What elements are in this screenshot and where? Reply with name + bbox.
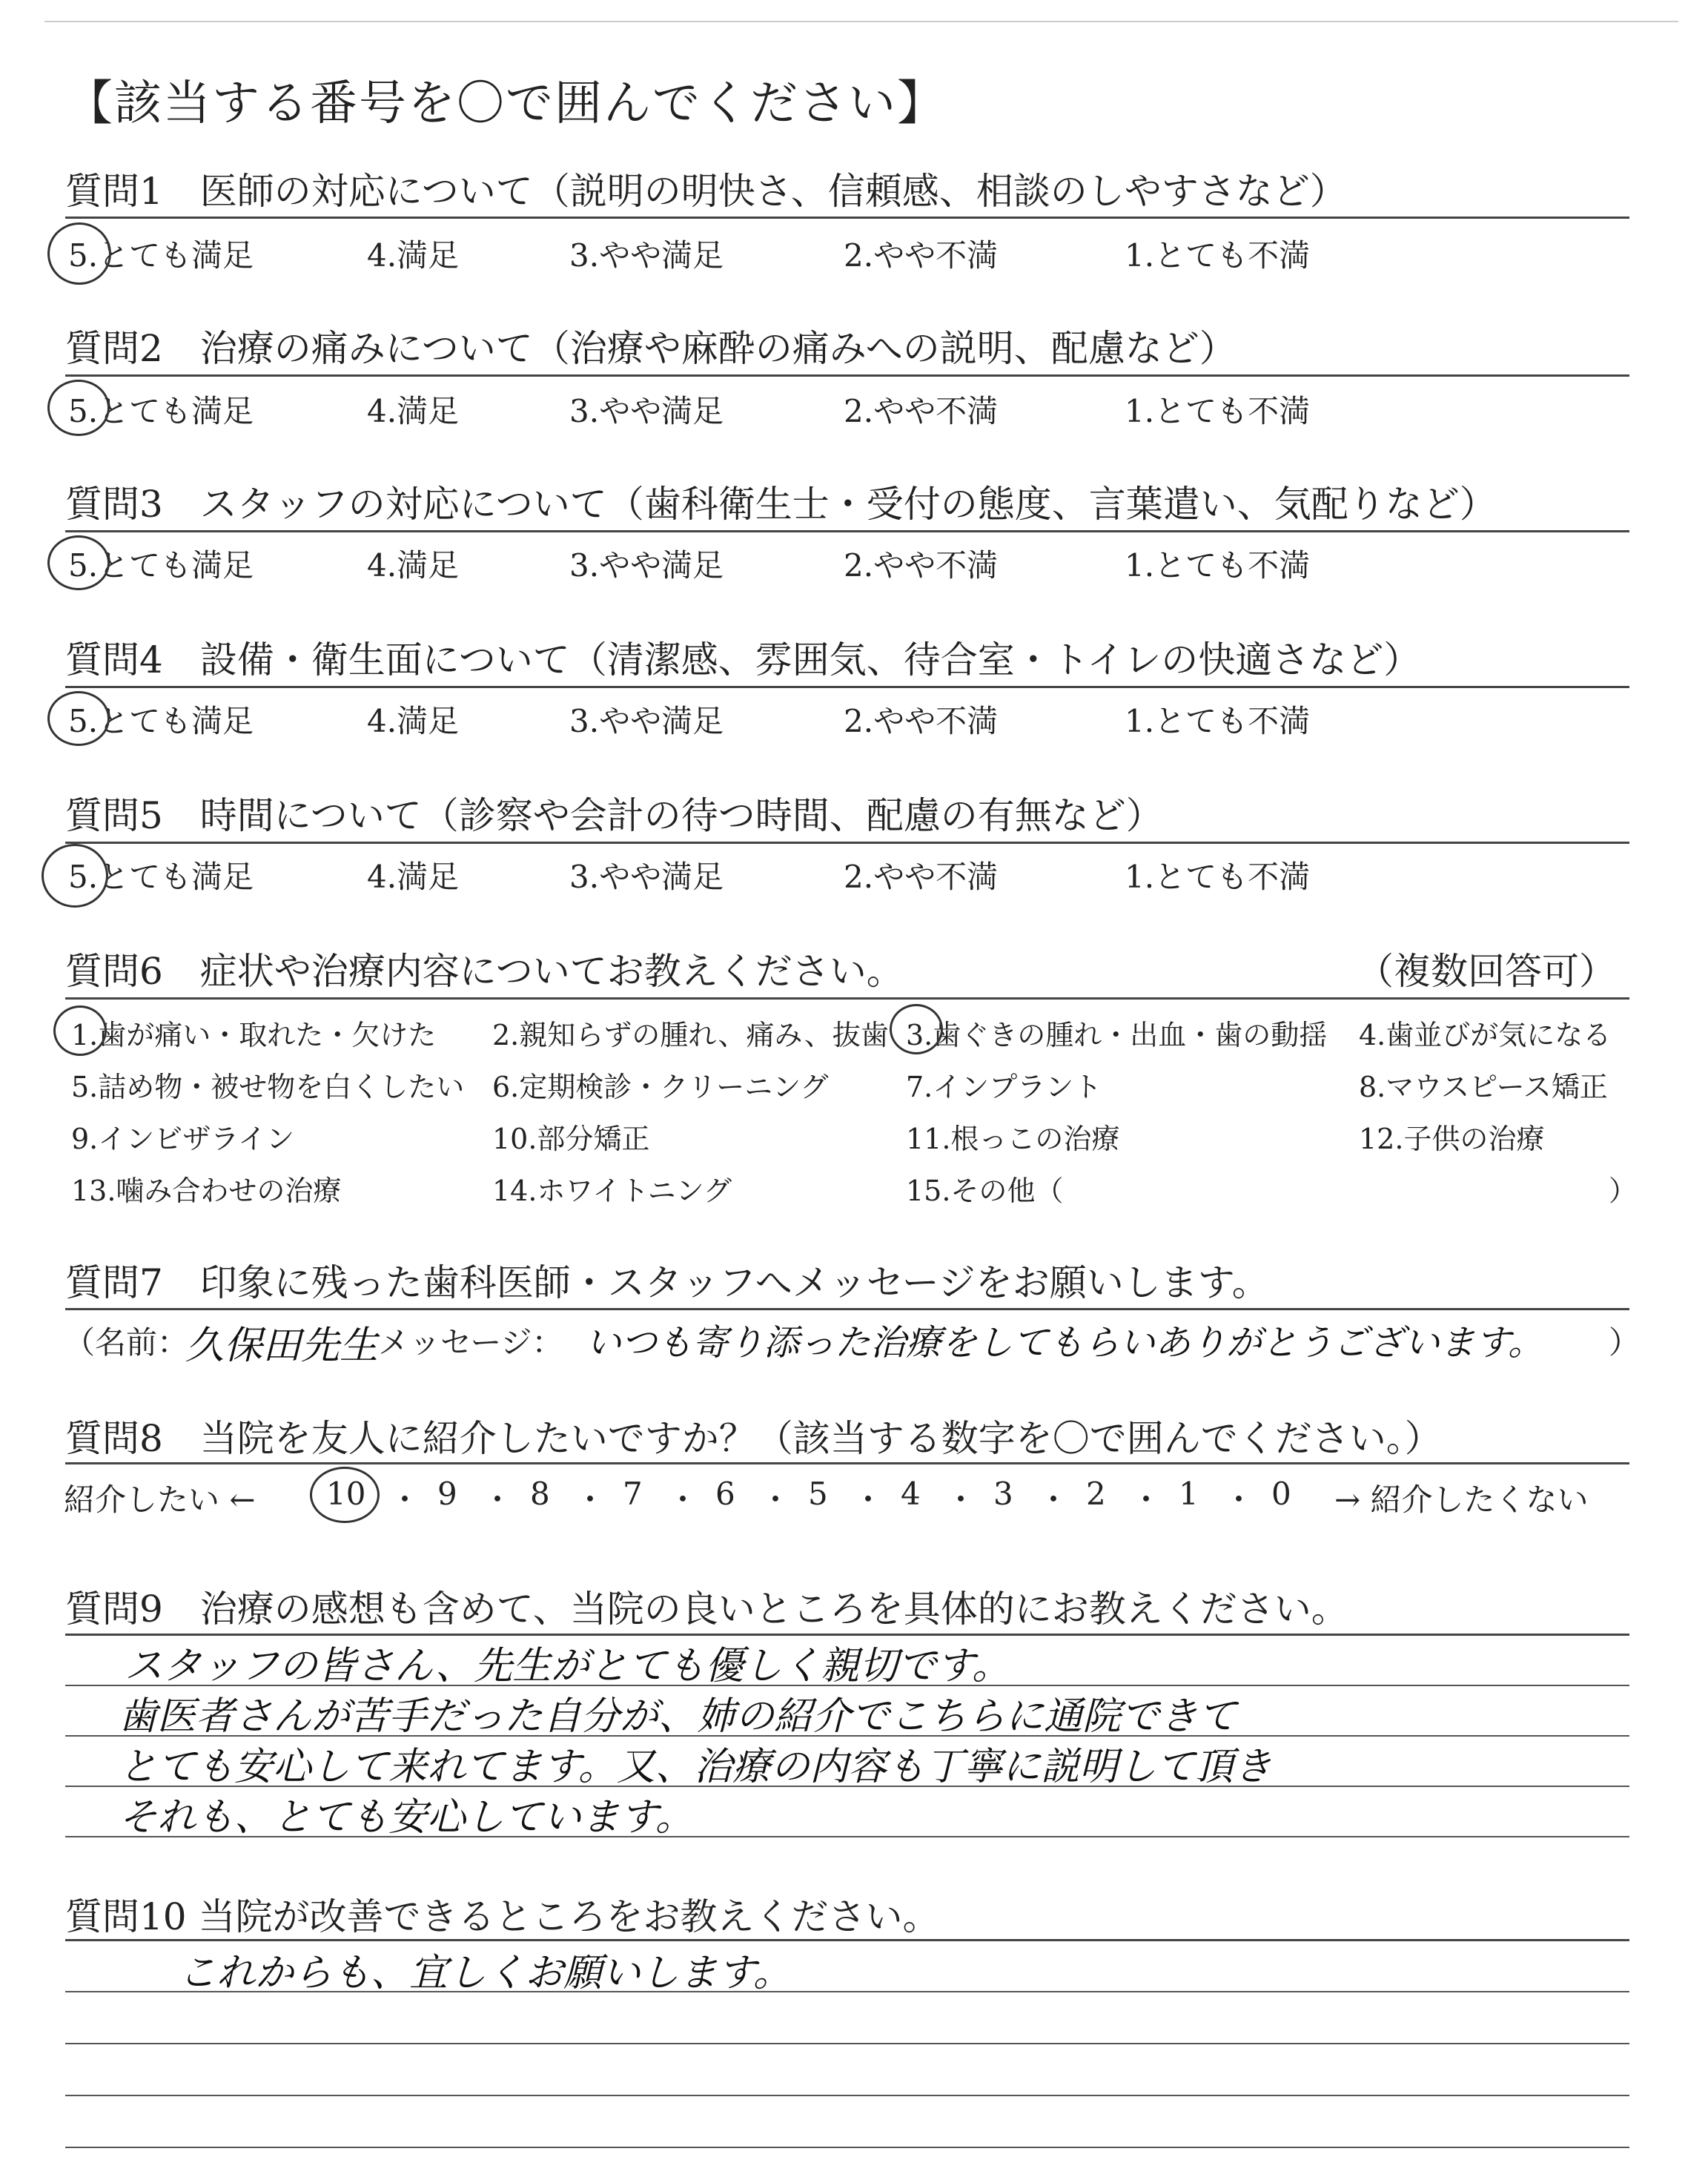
q6-option-6[interactable]: 6.定期検診・クリーニング bbox=[492, 1071, 829, 1103]
q6-option-4[interactable]: 4.歯並びが気になる bbox=[1359, 1019, 1612, 1051]
q8-score-5[interactable]: 5 bbox=[808, 1476, 828, 1512]
q8-score-3[interactable]: 3 bbox=[993, 1476, 1013, 1512]
question-2-rule bbox=[65, 374, 1629, 377]
q5-option-2[interactable]: 2.やや不満 bbox=[844, 859, 999, 895]
question-4-rule bbox=[65, 686, 1629, 688]
q8-score-6[interactable]: 6 bbox=[715, 1476, 735, 1512]
q8-right-label: → 紹介したくない bbox=[1334, 1482, 1589, 1518]
q5-option-4[interactable]: 4.満足 bbox=[367, 859, 460, 895]
q10-line-3 bbox=[65, 2095, 1629, 2096]
question-6-rule bbox=[65, 997, 1629, 1000]
q5-option-5[interactable]: 5.とても満足 bbox=[68, 859, 254, 895]
q9-answer-line-2[interactable]: 歯医者さんが苦手だった自分が、姉の紹介でこちらに通院できて bbox=[119, 1694, 1237, 1739]
q6-option-1-circle bbox=[53, 1005, 107, 1056]
q2-option-4[interactable]: 4.満足 bbox=[367, 393, 460, 429]
q2-option-2[interactable]: 2.やや不満 bbox=[844, 393, 999, 429]
q4-option-4[interactable]: 4.満足 bbox=[367, 703, 460, 739]
q1-selected-circle bbox=[47, 222, 111, 285]
q8-score-4[interactable]: 4 bbox=[901, 1476, 921, 1512]
q7-name-label: （名前： bbox=[64, 1324, 189, 1361]
q6-option-5[interactable]: 5.詰め物・被せ物を白くしたい bbox=[71, 1071, 465, 1103]
question-1-rule bbox=[65, 217, 1629, 219]
q6-option-3-circle bbox=[890, 1004, 943, 1054]
q8-score-2[interactable]: 2 bbox=[1086, 1476, 1106, 1512]
q4-selected-circle bbox=[47, 691, 110, 746]
question-6-heading: 質問6 症状や治療内容についてお教えください。 bbox=[65, 950, 904, 993]
q8-sep: ・ bbox=[1131, 1482, 1162, 1518]
q7-message-label: メッセージ： bbox=[378, 1324, 563, 1361]
q6-option-9[interactable]: 9.インビザライン bbox=[71, 1123, 295, 1155]
q1-option-1[interactable]: 1.とても不満 bbox=[1125, 237, 1311, 274]
q4-option-2[interactable]: 2.やや不満 bbox=[844, 703, 999, 739]
q1-option-2[interactable]: 2.やや不満 bbox=[844, 237, 999, 274]
q6-option-13[interactable]: 13.噛み合わせの治療 bbox=[71, 1175, 342, 1207]
q9-answer-line-1[interactable]: スタッフの皆さん、先生がとても優しく親切です。 bbox=[125, 1644, 1010, 1688]
q4-option-3[interactable]: 3.やや満足 bbox=[569, 703, 724, 739]
q2-option-1[interactable]: 1.とても不満 bbox=[1125, 393, 1311, 429]
q2-selected-circle bbox=[47, 380, 110, 436]
q8-sep: ・ bbox=[389, 1482, 421, 1518]
q8-sep: ・ bbox=[853, 1482, 884, 1518]
q6-option-8[interactable]: 8.マウスピース矯正 bbox=[1359, 1071, 1608, 1103]
question-2-heading: 質問2 治療の痛みについて（治療や麻酔の痛みへの説明、配慮など） bbox=[65, 327, 1237, 370]
question-9-heading: 質問9 治療の感想も含めて、当院の良いところを具体的にお教えください。 bbox=[65, 1588, 1348, 1631]
q10-answer-line-1[interactable]: これからも、宜しくお願いします。 bbox=[178, 1951, 792, 1995]
q8-score-0[interactable]: 0 bbox=[1271, 1476, 1291, 1512]
q1-option-4[interactable]: 4.満足 bbox=[367, 237, 460, 274]
q8-sep: ・ bbox=[575, 1482, 606, 1518]
q7-close-paren: ） bbox=[1609, 1324, 1641, 1361]
q1-option-3[interactable]: 3.やや満足 bbox=[569, 237, 724, 274]
page-top-edge bbox=[44, 21, 1678, 22]
q3-option-5[interactable]: 5.とても満足 bbox=[68, 547, 254, 584]
q6-option-14[interactable]: 14.ホワイトニング bbox=[492, 1175, 732, 1207]
q8-sep: ・ bbox=[1038, 1482, 1070, 1518]
question-8-rule bbox=[65, 1462, 1629, 1464]
q8-sep: ・ bbox=[760, 1482, 792, 1518]
q2-option-5[interactable]: 5.とても満足 bbox=[68, 393, 254, 429]
q7-message-value[interactable]: いつも寄り添った治療をしてもらいありがとうございます。 bbox=[586, 1322, 1544, 1364]
q4-option-5[interactable]: 5.とても満足 bbox=[68, 703, 254, 739]
q5-selected-circle bbox=[42, 844, 108, 908]
question-1-heading: 質問1 医師の対応について（説明の明快さ、信頼感、相談のしやすさなど） bbox=[65, 170, 1347, 213]
form-title: 【該当する番号を〇で囲んでください】 bbox=[65, 76, 946, 131]
q8-sep: ・ bbox=[482, 1482, 514, 1518]
q6-option-2[interactable]: 2.親知らずの腫れ、痛み、抜歯 bbox=[492, 1019, 889, 1051]
q3-option-3[interactable]: 3.やや満足 bbox=[569, 547, 724, 584]
q3-option-2[interactable]: 2.やや不満 bbox=[844, 547, 999, 584]
q6-option-7[interactable]: 7.インプラント bbox=[906, 1071, 1102, 1103]
q8-score-7[interactable]: 7 bbox=[623, 1476, 643, 1512]
question-5-rule bbox=[65, 842, 1629, 844]
q6-option-11[interactable]: 11.根っこの治療 bbox=[906, 1123, 1120, 1155]
q10-line-4 bbox=[65, 2147, 1629, 2148]
question-8-heading: 質問8 当院を友人に紹介したいですか？（該当する数字を〇で囲んでください。） bbox=[65, 1417, 1442, 1460]
question-4-heading: 質問4 設備・衛生面について（清潔感、雰囲気、待合室・トイレの快適さなど） bbox=[65, 638, 1421, 681]
question-3-rule bbox=[65, 530, 1629, 532]
q3-option-1[interactable]: 1.とても不満 bbox=[1125, 547, 1311, 584]
q2-option-3[interactable]: 3.やや満足 bbox=[569, 393, 724, 429]
question-3-heading: 質問3 スタッフの対応について（歯科衛生士・受付の態度、言葉遣い、気配りなど） bbox=[65, 483, 1497, 526]
q8-sep: ・ bbox=[945, 1482, 977, 1518]
q6-option-15-close: ） bbox=[1609, 1175, 1638, 1207]
q6-option-12[interactable]: 12.子供の治療 bbox=[1359, 1123, 1545, 1155]
q6-option-1[interactable]: 1.歯が痛い・取れた・欠けた bbox=[71, 1019, 437, 1051]
q8-score-9[interactable]: 9 bbox=[437, 1476, 457, 1512]
q8-selected-circle bbox=[310, 1467, 380, 1523]
q8-left-label: 紹介したい ← bbox=[64, 1482, 256, 1518]
q5-option-1[interactable]: 1.とても不満 bbox=[1125, 859, 1311, 895]
question-7-heading: 質問7 印象に残った歯科医師・スタッフへメッセージをお願いします。 bbox=[65, 1261, 1269, 1304]
question-7-rule bbox=[65, 1308, 1629, 1310]
question-6-note: （複数回答可） bbox=[1357, 950, 1616, 993]
q3-option-4[interactable]: 4.満足 bbox=[367, 547, 460, 584]
q8-score-8[interactable]: 8 bbox=[530, 1476, 550, 1512]
question-5-heading: 質問5 時間について（診察や会計の待つ時間、配慮の有無など） bbox=[65, 794, 1163, 837]
q9-answer-line-3[interactable]: とても安心して来れてます。又、治療の内容も丁寧に説明して頂き bbox=[119, 1745, 1272, 1789]
q6-option-10[interactable]: 10.部分矯正 bbox=[492, 1123, 650, 1155]
q6-option-3[interactable]: 3.歯ぐきの腫れ・出血・歯の動揺 bbox=[906, 1019, 1328, 1051]
q8-score-1[interactable]: 1 bbox=[1179, 1476, 1199, 1512]
q9-answer-line-4[interactable]: それも、とても安心しています。 bbox=[119, 1795, 694, 1840]
q8-sep: ・ bbox=[667, 1482, 699, 1518]
q1-option-5[interactable]: 5.とても満足 bbox=[68, 237, 254, 274]
question-10-heading: 質問10 当院が改善できるところをお教えください。 bbox=[65, 1895, 940, 1938]
q4-option-1[interactable]: 1.とても不満 bbox=[1125, 703, 1311, 739]
q3-selected-circle bbox=[47, 535, 110, 590]
q7-name-value[interactable]: 久保田先生 bbox=[185, 1324, 379, 1368]
q5-option-3[interactable]: 3.やや満足 bbox=[569, 859, 724, 895]
q10-line-2 bbox=[65, 2043, 1629, 2044]
q8-sep: ・ bbox=[1223, 1482, 1255, 1518]
q8-score-10[interactable]: 10 bbox=[326, 1476, 366, 1512]
q6-option-15[interactable]: 15.その他（ bbox=[906, 1175, 1064, 1207]
